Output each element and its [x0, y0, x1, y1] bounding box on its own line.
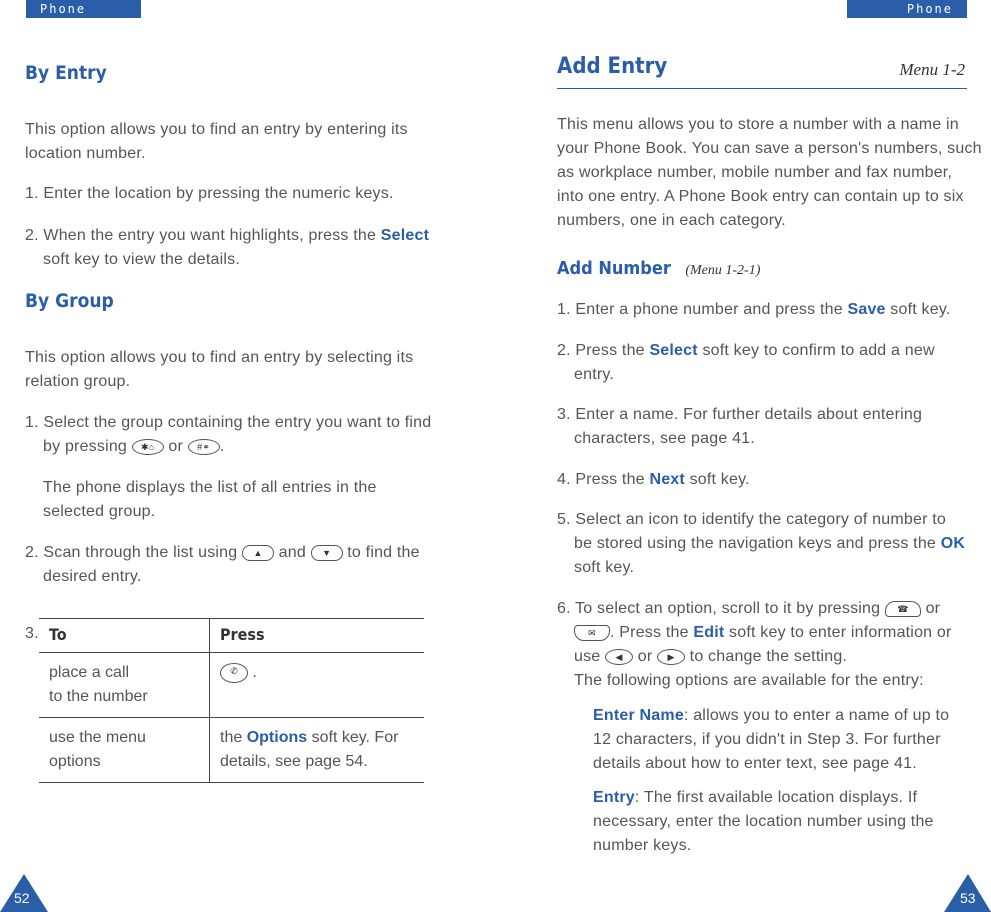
step-5-b: be stored using the navigation keys and press the [574, 535, 937, 552]
send-key-icon: ✆ [220, 663, 248, 683]
save-key-label: Save [847, 301, 886, 318]
step-5: 5. Select an icon to identify the category of number to [557, 511, 946, 528]
down-key-icon: ▼ [311, 545, 343, 561]
step-6-use: use [574, 648, 601, 665]
step-6-a: 6. To select an option, scroll to it by pressing [557, 600, 881, 617]
row2-col2-a: the [220, 729, 243, 746]
step-1 [557, 298, 951, 322]
by-group-step-1-end: . [219, 438, 225, 455]
row2-col2-c: details, see page 54. [220, 753, 368, 770]
enter-name-a: : allows you to enter a name of up to [683, 707, 950, 724]
options-table [39, 618, 424, 783]
by-group-step-1-or: or [168, 438, 183, 455]
by-group-step-1-b: by pressing [43, 438, 128, 455]
row1-col1-b: to the number [49, 688, 148, 705]
by-entry-intro-1: This option allows you to find an entry by entering its [25, 121, 408, 138]
enter-name-label: Enter Name [593, 707, 684, 724]
next-key-label: Next [649, 471, 685, 488]
by-group-step-2-a: 2. Scan through the list using [25, 544, 238, 561]
nav-down-key-icon: ✉ [574, 625, 610, 641]
by-entry-step-1: 1. Enter the location by pressing the numeric keys. [25, 185, 394, 202]
table-header-row [39, 619, 424, 653]
table-cell [210, 653, 425, 718]
step-4 [557, 468, 750, 492]
menu-ref: Menu 1-2 [899, 60, 965, 79]
row2-col1-a: use the menu [49, 729, 146, 746]
by-group-intro-2: relation group. [25, 373, 131, 390]
table-header-to [39, 619, 210, 653]
by-group-note-1: The phone displays the list of all entries in the [43, 479, 377, 496]
step-2-cont: entry. [574, 366, 615, 383]
entry-a: : The first available location displays. If [634, 789, 918, 806]
table-cell [210, 718, 425, 783]
step-6-line-2 [574, 621, 952, 645]
col-press-label: Press [220, 625, 265, 644]
step-2-a: 2. Press the [557, 342, 645, 359]
enter-name-line-2: 12 characters, if you didn't in Step 3. For further [593, 731, 941, 748]
by-entry-step-2-cont: soft key to view the details. [43, 251, 241, 268]
step-6-b: . Press the [610, 624, 689, 641]
col-to-label: To [49, 625, 67, 644]
table-row [39, 718, 424, 783]
hash-key-icon: #⚭ [188, 439, 220, 455]
table-cell [39, 718, 210, 783]
up-key-icon: ▲ [242, 545, 274, 561]
add-entry-heading: Add Entry [557, 54, 668, 79]
step-3-cont: characters, see page 41. [574, 430, 755, 447]
select-key-label: Select [380, 227, 430, 244]
edit-key-label: Edit [693, 624, 725, 641]
by-group-step-1: 1. Select the group containing the entry you want to find [25, 414, 432, 431]
by-group-note-2: selected group. [43, 503, 156, 520]
by-entry-step-2-text: 2. When the entry you want highlights, press the [25, 227, 377, 244]
by-group-intro-1: This option allows you to find an entry by selecting its [25, 349, 414, 366]
intro-line-4: into one entry. A Phone Book entry can contain up to six [557, 188, 964, 205]
options-key-label: Options [246, 729, 308, 746]
page-number-right: 53 [960, 890, 976, 906]
add-number-menu-ref: (Menu 1-2-1) [685, 263, 761, 278]
step-6-line-4: The following options are available for the entry: [574, 672, 924, 689]
nav-up-key-icon: ☎ [885, 601, 921, 617]
star-key-icon: ✱⌂ [132, 439, 164, 455]
by-entry-heading: By Entry [25, 62, 107, 84]
step-1-a: 1. Enter a phone number and press the [557, 301, 843, 318]
table-header-press [210, 619, 425, 653]
entry-line-1 [593, 786, 917, 810]
table-row [39, 653, 424, 718]
by-entry-intro-2: location number. [25, 145, 146, 162]
by-group-step-2-b: to find the [347, 544, 420, 561]
by-group-step-1-cont [43, 435, 224, 459]
table-cell [39, 653, 210, 718]
by-entry-step-2 [25, 224, 429, 248]
intro-line-3: as workplace number, mobile number and fax number, [557, 164, 953, 181]
ok-key-label: OK [940, 535, 966, 552]
step-6-c: soft key to enter information or [729, 624, 952, 641]
by-group-step-2 [25, 541, 420, 565]
row1-col1-a: place a call [49, 664, 130, 681]
entry-line-2: necessary, enter the location number using the [593, 813, 934, 830]
nav-left-key-icon: ◀ [605, 649, 633, 665]
step-6-or2: or [637, 648, 653, 665]
nav-right-key-icon: ▶ [657, 649, 685, 665]
header-tab-right: Phone Book [847, 0, 967, 18]
intro-line-5: numbers, one in each category. [557, 212, 786, 229]
step-6-or: or [925, 600, 941, 617]
enter-name-line-1 [593, 704, 949, 728]
header-tab-left: Phone Book [26, 0, 141, 18]
row1-col2: . [252, 664, 257, 681]
step-1-b: soft key. [890, 301, 951, 318]
row2-col2-b: soft key. For [311, 729, 399, 746]
by-group-heading: By Group [25, 290, 114, 312]
step-2-b: soft key to confirm to add a new [702, 342, 935, 359]
by-group-step-3: 3. [25, 625, 39, 642]
by-group-step-2-and: and [278, 544, 306, 561]
select-key-label-right: Select [649, 342, 698, 359]
step-4-a: 4. Press the [557, 471, 645, 488]
entry-line-3: number keys. [593, 837, 692, 854]
row2-col1-b: options [49, 753, 101, 770]
step-6-d: to change the setting. [689, 648, 848, 665]
step-6 [557, 597, 940, 621]
enter-name-line-3: details about how to enter text, see page 41. [593, 755, 917, 772]
step-6-line-3 [574, 645, 847, 669]
page-number-badge-left [0, 874, 60, 912]
page-number-left: 52 [14, 890, 30, 906]
add-number-heading [557, 258, 760, 279]
entry-label: Entry [593, 789, 635, 806]
by-group-step-2-cont: desired entry. [43, 568, 142, 585]
add-number-title: Add Number [557, 258, 671, 279]
intro-line-1: This menu allows you to store a number with a name in [557, 116, 959, 133]
step-3: 3. Enter a name. For further details about entering [557, 406, 923, 423]
step-4-b: soft key. [689, 471, 750, 488]
heading-rule [557, 88, 967, 89]
intro-line-2: your Phone Book. You can save a person's numbers, such [557, 140, 982, 157]
step-2 [557, 339, 935, 363]
step-5-end: soft key. [574, 559, 635, 576]
step-5-cont [574, 532, 965, 556]
